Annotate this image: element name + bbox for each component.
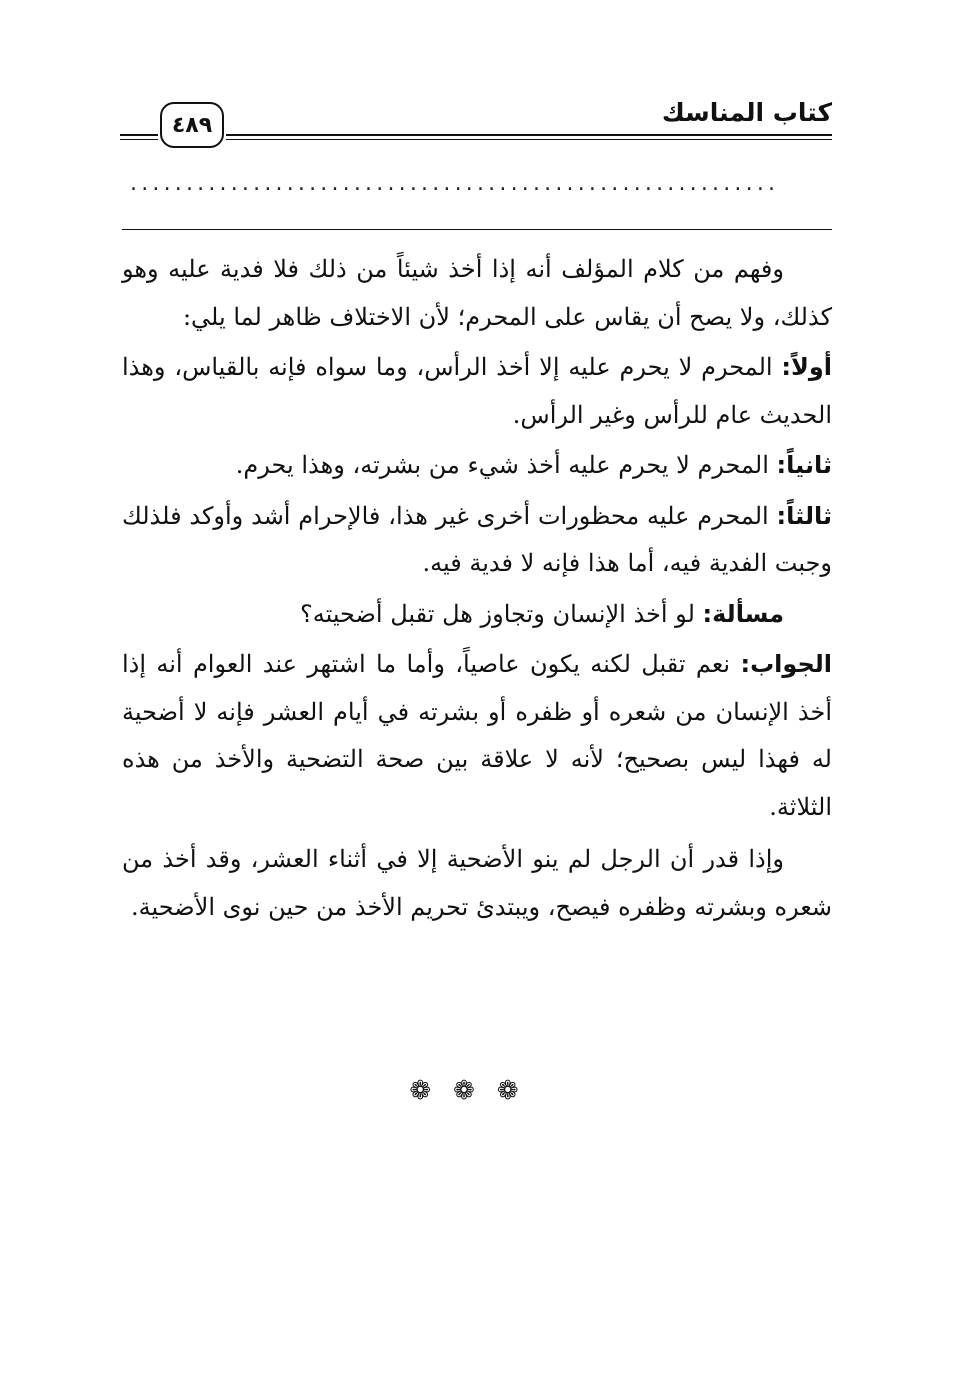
paragraph-answer bbox=[122, 641, 832, 831]
paragraph-text: المحرم لا يحرم عليه إلا أخذ الرأس، وما سواه فإنه بالقياس، وهذا الحديث عام للرأس وغير الرأس. bbox=[122, 353, 832, 429]
paragraph-text: وفهم من كلام المؤلف أنه إذا أخذ شيئاً من ذلك فلا فدية عليه وهو كذلك، ولا يصح أن يقاس على المحرم؛ لأن الاختلاف ظاهر لما يلي: bbox=[122, 255, 832, 331]
paragraph-first bbox=[122, 344, 832, 439]
paragraph-label: ثانياً: bbox=[776, 451, 832, 479]
section-divider bbox=[122, 229, 832, 230]
paragraph-text: وإذا قدر أن الرجل لم ينو الأضحية إلا في أثناء العشر، وقد أخذ من شعره وبشرته وظفره فيصح، ويبتدئ تحريم الأخذ من حين نوى الأضحية. bbox=[122, 845, 832, 921]
paragraph-text: المحرم عليه محظورات أخرى غير هذا، فالإحرام أشد وأوكد فلذلك وجبت الفدية فيه، أما هذا فإنه لا فدية فيه. bbox=[122, 501, 832, 577]
header-rule-left-thin bbox=[120, 139, 158, 140]
paragraph-third bbox=[122, 493, 832, 588]
book-title: كتاب المناسك bbox=[661, 98, 832, 127]
paragraph-label: الجواب: bbox=[740, 650, 832, 678]
paragraph-label: ثالثاً: bbox=[776, 501, 832, 530]
header-rule-left bbox=[120, 134, 158, 136]
paragraph-label: أولاً: bbox=[781, 353, 832, 381]
header-rule-thin bbox=[226, 139, 832, 140]
paragraph-text: نعم تقبل لكنه يكون عاصياً، وأما ما اشتهر عند العوام أنه إذا أخذ الإنسان من شعره أو ظفره أو بشرته في أيام العشر فإنه لا أضحية له فهذا ليس بصحيح؛ لأنه لا علاقة بين صحة التضحية والأخذ من هذه الثلاثة. bbox=[122, 650, 832, 821]
paragraph-label: مسألة: bbox=[702, 599, 784, 628]
ornament-divider: ❁❁❁ bbox=[409, 1076, 541, 1106]
dotted-separator: .......................................................... bbox=[130, 172, 780, 196]
page-body bbox=[122, 246, 832, 934]
header-rule bbox=[226, 134, 832, 136]
paragraph-text: لو أخذ الإنسان وتجاوز هل تقبل أضحيته؟ bbox=[299, 599, 703, 628]
paragraph-closing bbox=[122, 836, 832, 931]
page-number: ٤٨٩ bbox=[160, 102, 224, 148]
paragraph-intro bbox=[122, 246, 832, 341]
paragraph-question bbox=[122, 591, 832, 639]
page-header bbox=[120, 88, 832, 158]
paragraph-text: المحرم لا يحرم عليه أخذ شيء من بشرته، وهذا يحرم. bbox=[235, 451, 777, 479]
paragraph-second bbox=[122, 442, 832, 490]
